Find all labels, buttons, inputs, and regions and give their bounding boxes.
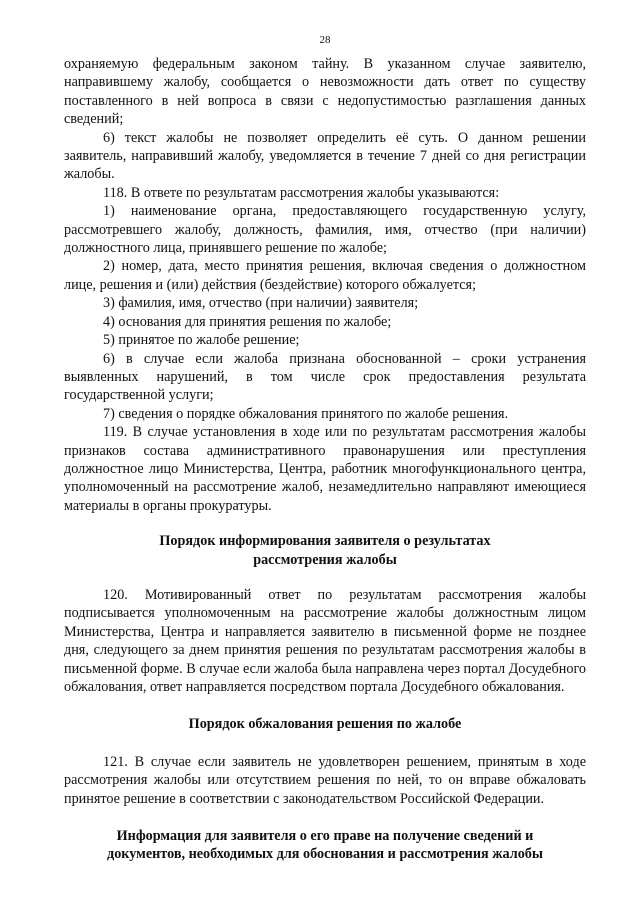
section-heading-line: Информация для заявителя о его праве на получение сведений и xyxy=(116,828,534,845)
section-heading-line: рассмотрения жалобы xyxy=(253,551,397,568)
list-item-4: 4) основания для принятия решения по жалобе; xyxy=(103,313,392,330)
list-item-5: 5) принятое по жалобе решение; xyxy=(103,332,300,349)
paragraph-item-6: 6) текст жалобы не позволяет определить её суть. О данном решении заявитель, направивший жалобу, уведомляется в течение 7 дней со дня регистрации жалобы. xyxy=(64,129,586,183)
paragraph-continuation: охраняемую федеральным законом тайну. В указанном случае заявителю, направившему жалобу, сообщается о невозможности дать ответ по существу поставленного в ней вопроса в связи с недопустимостью разглашения данных сведений; xyxy=(64,56,586,128)
section-heading-informing xyxy=(64,532,586,569)
section-heading-appeal: Порядок обжалования решения по жалобе xyxy=(188,716,462,733)
section-heading-line: Порядок информирования заявителя о результатах xyxy=(159,533,491,550)
section-heading-information xyxy=(64,827,586,864)
paragraph-121: 121. В случае если заявитель не удовлетворен решением, принятым в ходе рассмотрения жалобы или отсутствием решения по ней, то он вправе обжаловать принятое решение в соответствии с законодательством Российской Федерации. xyxy=(64,753,586,807)
paragraph-119: 119. В случае установления в ходе или по результатам рассмотрения жалобы признаков состава административного правонарушения или преступления должностное лицо Министерства, Центра, работник многофункционального центра, уполномоченный на рассмотрение жалоб, незамедлительно направляют имеющиеся материалы в органы прокуратуры. xyxy=(64,424,586,514)
paragraph-118: 118. В ответе по результатам рассмотрения жалобы указываются: xyxy=(103,184,500,201)
list-item-3: 3) фамилия, имя, отчество (при наличии) заявителя; xyxy=(103,295,419,312)
list-item-1: 1) наименование органа, предоставляющего государственную услугу, рассмотревшего жалобу, должность, фамилия, имя, отчество (при наличии) должностного лица, принявшего решение по жалобе; xyxy=(64,203,586,257)
section-heading-line: документов, необходимых для обоснования и рассмотрения жалобы xyxy=(107,846,543,863)
list-item-2: 2) номер, дата, место принятия решения, включая сведения о должностном лице, решения и (или) действия (бездействие) которого обжалуется; xyxy=(64,258,586,293)
paragraph-120: 120. Мотивированный ответ по результатам рассмотрения жалобы подписывается уполномоченным на рассмотрение жалобы должностным лицом Министерства, Центра и направляется заявителю в письменной форме не позднее дня, следующего за днем принятия решения по результатам рассмотрения жалобы в письменной форме. В случае если жалоба была направлена через портал Досудебного обжалования, ответ направляется посредством портала Досудебного обжалования. xyxy=(64,586,586,695)
list-item-6: 6) в случае если жалоба признана обоснованной – сроки устранения выявленных нарушений, в том числе срок предоставления результата государственной услуги; xyxy=(64,350,586,404)
page-number: 28 xyxy=(319,34,331,46)
list-item-7: 7) сведения о порядке обжалования принятого по жалобе решения. xyxy=(103,405,509,422)
